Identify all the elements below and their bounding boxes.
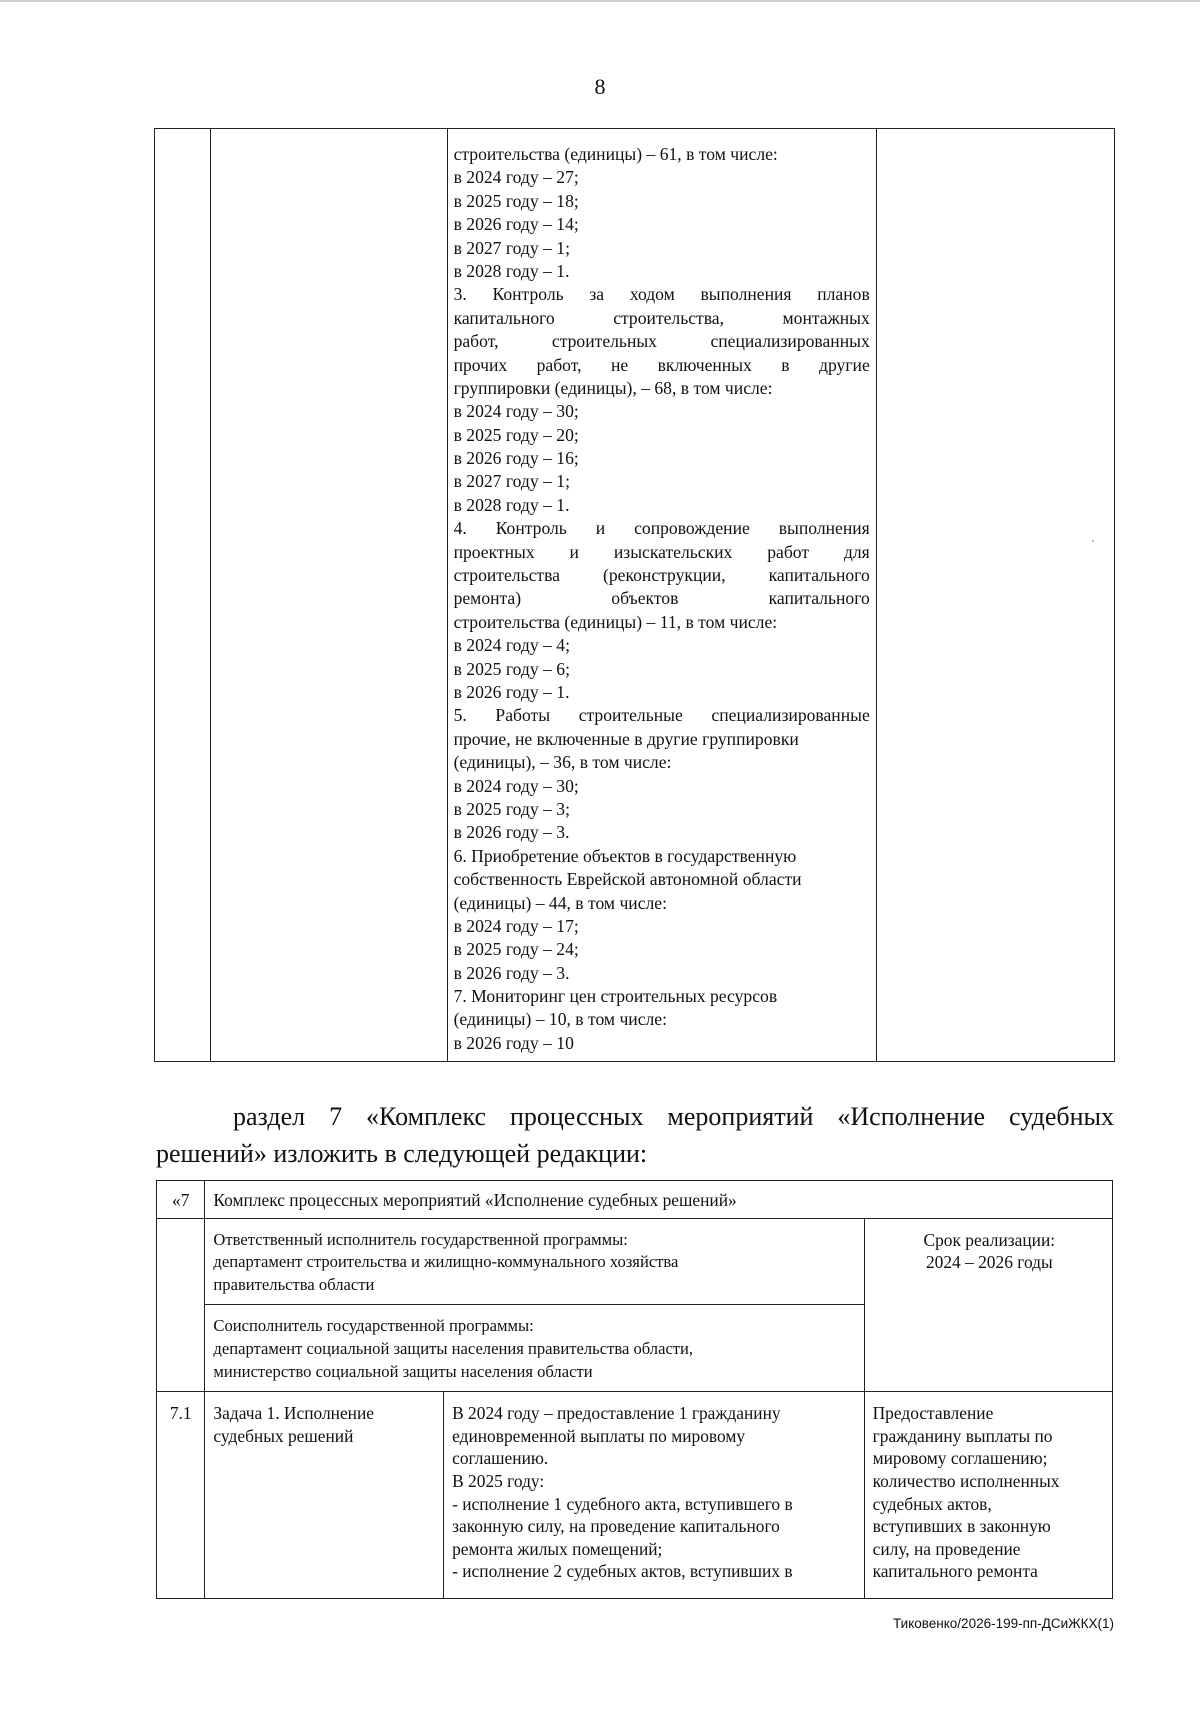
indicator-line: (единицы) – 10, в том числе: [453, 1009, 667, 1030]
result-line: капитального ремонта [872, 1561, 1038, 1582]
indicator-line: в 2024 году – 4; [453, 635, 570, 656]
responsible-line: правительства области [213, 1274, 375, 1294]
task-line: Задача 1. Исполнение [213, 1403, 375, 1424]
table-cell-indicators [447, 129, 876, 1062]
indicator-line: в 2024 году – 27; [453, 167, 579, 188]
result-line: вступивших в законную [872, 1516, 1051, 1537]
content-line: - исполнение 2 судебных актов, вступивших в [452, 1561, 793, 1582]
result-line: Предоставление [872, 1403, 994, 1424]
result-line: гражданину выплаты по [872, 1425, 1053, 1446]
result-cell [864, 1392, 1112, 1599]
indicator-line: в 2025 году – 18; [453, 190, 579, 211]
content-line: В 2025 году: [452, 1470, 545, 1491]
empty-number-cell [157, 1218, 205, 1392]
indicator-line: ремонта) объектов капитального [453, 588, 870, 609]
table-cell-number [155, 129, 211, 1062]
indicator-line: работ, строительных специализированных [453, 331, 870, 352]
indicator-line: в 2025 году – 6; [453, 658, 570, 679]
indicator-line: в 2025 году – 20; [453, 424, 579, 445]
indicator-line: капитального строительства, монтажных [453, 307, 870, 328]
indicator-line: в 2027 году – 1; [453, 471, 570, 492]
document-code: Тиковенко/2026-199-пп-ДСиЖКХ(1) [893, 1616, 1114, 1631]
indicator-line: строительства (реконструкции, капитального [453, 565, 870, 586]
responsible-line: Ответственный исполнитель государственной программы: [213, 1229, 628, 1249]
indicator-line: в 2024 году – 30; [453, 775, 579, 796]
indicator-line: в 2025 году – 24; [453, 939, 579, 960]
indicator-line: собственность Еврейской автономной области [453, 869, 802, 890]
period-value: 2024 – 2026 годы [925, 1252, 1053, 1273]
indicator-line: в 2026 году – 1. [453, 681, 570, 702]
responsible-executor [205, 1218, 864, 1305]
indicator-line: 6. Приобретение объектов в государственную [453, 845, 797, 866]
section-heading: раздел 7 «Комплекс процессных мероприятий «Исполнение судебных решений» изложить в следующей редакции: [156, 1102, 1114, 1168]
indicator-line: в 2028 году – 1. [453, 494, 570, 515]
table-row-task [157, 1392, 1113, 1599]
indicator-line: в 2027 году – 1; [453, 237, 570, 258]
indicator-line: строительства (единицы) – 11, в том числе: [453, 611, 778, 632]
result-line: силу, на проведение [872, 1538, 1021, 1559]
indicator-line: в 2026 году – 10 [453, 1032, 574, 1053]
indicator-line: 4. Контроль и сопровождение выполнения [453, 518, 870, 539]
result-line: мировому соглашению; [872, 1448, 1048, 1469]
content-line: В 2024 году – предоставление 1 гражданину [452, 1403, 781, 1424]
responsible-line: департамент строительства и жилищно-коммунального хозяйства [213, 1252, 679, 1272]
indicator-line: в 2026 году – 3. [453, 822, 570, 843]
task-cell [205, 1392, 444, 1599]
indicator-line: (единицы), – 36, в том числе: [453, 752, 672, 773]
table-cell-result [876, 129, 1114, 1062]
indicator-line: в 2024 году – 17; [453, 915, 579, 936]
section7-table [156, 1180, 1113, 1599]
indicator-line: (единицы) – 44, в том числе: [453, 892, 667, 913]
content-line: - исполнение 1 судебного акта, вступившего в [452, 1493, 793, 1514]
result-content [873, 1402, 1106, 1598]
co-executor [205, 1305, 864, 1392]
indicator-line: в 2028 году – 1. [453, 260, 570, 281]
period-label: Срок реализации: [923, 1229, 1056, 1250]
content-line: соглашению. [452, 1448, 549, 1469]
indicator-line: 3. Контроль за ходом выполнения планов [453, 284, 870, 305]
coexecutor-line: министерство социальной защиты населения области [213, 1361, 593, 1381]
table-cell-task [211, 129, 447, 1062]
task-line: судебных решений [213, 1425, 354, 1446]
indicator-line: 5. Работы строительные специализированные [453, 705, 870, 726]
indicator-line: в 2024 году – 30; [453, 401, 579, 422]
table-row-responsible [157, 1218, 1113, 1305]
content-line: законную силу, на проведение капитального [452, 1516, 780, 1537]
content-line: единовременной выплаты по мировому [452, 1425, 746, 1446]
implementation-period [864, 1218, 1112, 1392]
table-row [155, 129, 1115, 1062]
indicator-line: строительства (единицы) – 61, в том числе: [453, 144, 778, 164]
indicator-line: прочие, не включенные в другие группировки [453, 728, 799, 749]
task-content [452, 1402, 858, 1598]
indicator-line: группировки (единицы), – 68, в том числе: [453, 377, 773, 398]
result-line: судебных актов, [872, 1493, 992, 1514]
result-line: количество исполненных [872, 1470, 1060, 1491]
scan-edge [0, 0, 1200, 2]
indicator-line: в 2026 году – 3. [453, 962, 570, 983]
indicator-line: 7. Мониторинг цен строительных ресурсов [453, 986, 778, 1007]
task-content-cell [444, 1392, 865, 1599]
complex-title: Комплекс процессных мероприятий «Исполнение судебных решений» [205, 1181, 1113, 1219]
indicator-line: в 2026 году – 14; [453, 214, 579, 235]
indicator-line: проектных и изыскательских работ для [453, 541, 870, 562]
indicator-line: в 2026 году – 16; [453, 448, 579, 469]
row-number: «7 [157, 1181, 205, 1219]
coexecutor-line: департамент социальной защиты населения правительства области, [213, 1338, 694, 1358]
coexecutor-line: Соисполнитель государственной программы: [213, 1316, 534, 1336]
table-row-header [157, 1181, 1113, 1219]
content-line: ремонта жилых помещений; [452, 1538, 663, 1559]
page-number: 8 [594, 74, 606, 99]
row-number: 7.1 [157, 1392, 205, 1599]
indicator-line: прочих работ, не включенных в другие [453, 354, 870, 375]
indicator-line: в 2025 году – 3; [453, 798, 570, 819]
continuation-table [154, 128, 1115, 1062]
